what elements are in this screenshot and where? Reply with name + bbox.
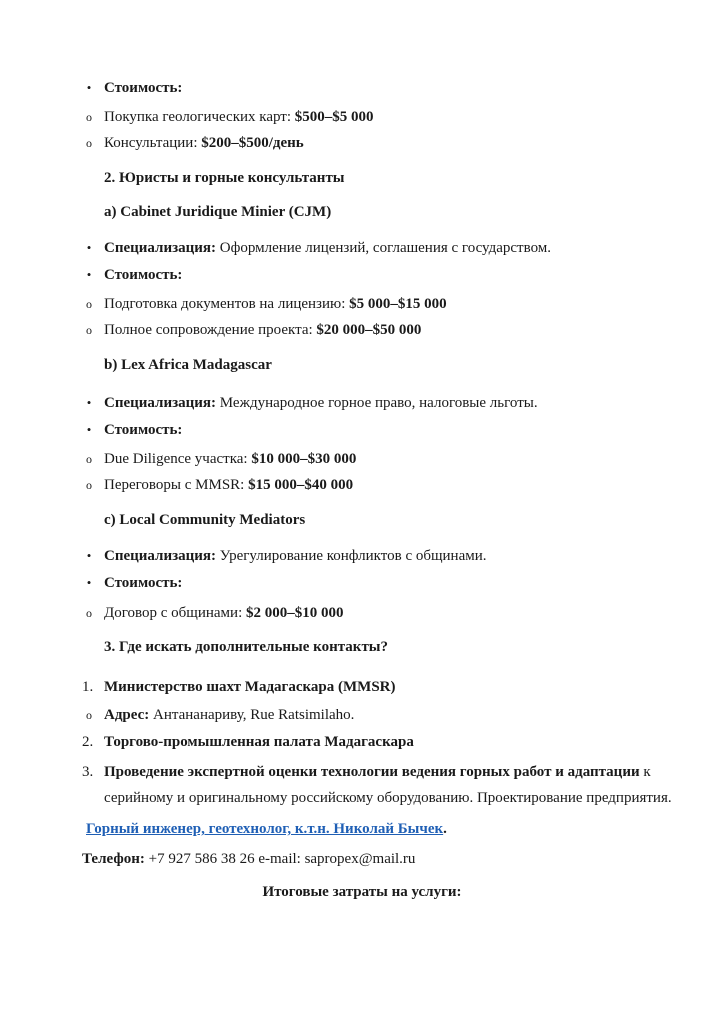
item-2-text: Торгово-промышленная палата Мадагаскара: [104, 734, 414, 750]
circle-marker: o: [86, 136, 92, 150]
author-link[interactable]: Горный инженер, геотехнолог, к.т.н. Николай Бычек: [86, 821, 444, 837]
item-number: 2.: [82, 734, 94, 750]
phone-label: Телефон:: [82, 851, 145, 867]
b-neg-price: $15 000–$40 000: [248, 477, 354, 493]
c-spec-text: Урегулирование конфликтов с общинами.: [216, 548, 487, 564]
address-text: Антананариву, Rue Ratsimilaho.: [149, 707, 355, 723]
bullet-marker: •: [86, 395, 92, 410]
c-contract-label: Договор с общинами:: [104, 605, 246, 621]
bullet-marker: •: [86, 575, 92, 590]
bullet-marker: •: [86, 548, 92, 563]
subsection-a-heading: a) Cabinet Juridique Minier (CJM): [104, 204, 332, 220]
subsection-b-heading: b) Lex Africa Madagascar: [104, 357, 272, 373]
subsection-c-heading: c) Local Community Mediators: [104, 512, 306, 528]
geo-maps-price: $500–$5 000: [294, 109, 374, 125]
bullet-marker: •: [86, 422, 92, 437]
consult-label: Консультации:: [104, 135, 202, 151]
section-3-heading: 3. Где искать дополнительные контакты?: [104, 639, 389, 655]
c-contract-price: $2 000–$10 000: [245, 605, 344, 621]
total-heading: Итоговые затраты на услуги:: [262, 884, 462, 900]
item-3-line-2: серийному и оригинальному российскому оборудованию. Проектирование предприятия.: [104, 790, 672, 806]
b-dd-label: Due Diligence участка:: [104, 451, 252, 467]
address-label: Адрес:: [104, 707, 150, 723]
contact-line: [82, 849, 415, 869]
c-spec-label: Специализация:: [104, 548, 217, 564]
a-support-label: Полное сопровождение проекта:: [104, 322, 317, 338]
a-docs-label: Подготовка документов на лицензию:: [104, 296, 350, 312]
circle-marker: o: [86, 606, 92, 620]
circle-marker: o: [86, 708, 92, 722]
cost-label: Стоимость:: [104, 80, 183, 96]
consult-price: $200–$500/день: [201, 135, 304, 151]
item-1-text: Министерство шахт Мадагаскара (MMSR): [104, 679, 396, 695]
bullet-marker: •: [86, 240, 92, 255]
circle-marker: o: [86, 297, 92, 311]
circle-marker: o: [86, 478, 92, 492]
geo-maps-label: Покупка геологических карт:: [104, 109, 295, 125]
a-spec-label: Специализация:: [104, 240, 217, 256]
b-cost-label: Стоимость:: [104, 422, 183, 438]
a-spec-text: Оформление лицензий, соглашения с государством.: [216, 240, 552, 256]
bullet-marker: •: [86, 267, 92, 282]
bullet-marker: •: [86, 80, 92, 95]
b-spec-label: Специализация:: [104, 395, 217, 411]
b-spec-text: Международное горное право, налоговые льготы.: [216, 395, 538, 411]
section-2-heading: 2. Юристы и горные консультанты: [104, 170, 345, 186]
circle-marker: o: [86, 110, 92, 124]
b-neg-label: Переговоры с MMSR:: [104, 477, 249, 493]
phone-text: +7 927 586 38 26 e-mail: sapropex@mail.ru: [144, 851, 416, 867]
a-support-price: $20 000–$50 000: [316, 322, 422, 338]
circle-marker: o: [86, 323, 92, 337]
a-docs-price: $5 000–$15 000: [349, 296, 447, 312]
c-cost-label: Стоимость:: [104, 575, 183, 591]
item-number: 3.: [82, 764, 94, 780]
b-dd-price: $10 000–$30 000: [251, 451, 357, 467]
a-cost-label: Стоимость:: [104, 267, 183, 283]
item-3-bold: Проведение экспертной оценки технологии ведения горных работ и адаптации: [104, 764, 640, 780]
item-number: 1.: [82, 679, 94, 695]
item-3-rest: к: [639, 764, 651, 780]
author-dot: .: [443, 821, 447, 837]
author-line: [86, 819, 447, 839]
circle-marker: o: [86, 452, 92, 466]
